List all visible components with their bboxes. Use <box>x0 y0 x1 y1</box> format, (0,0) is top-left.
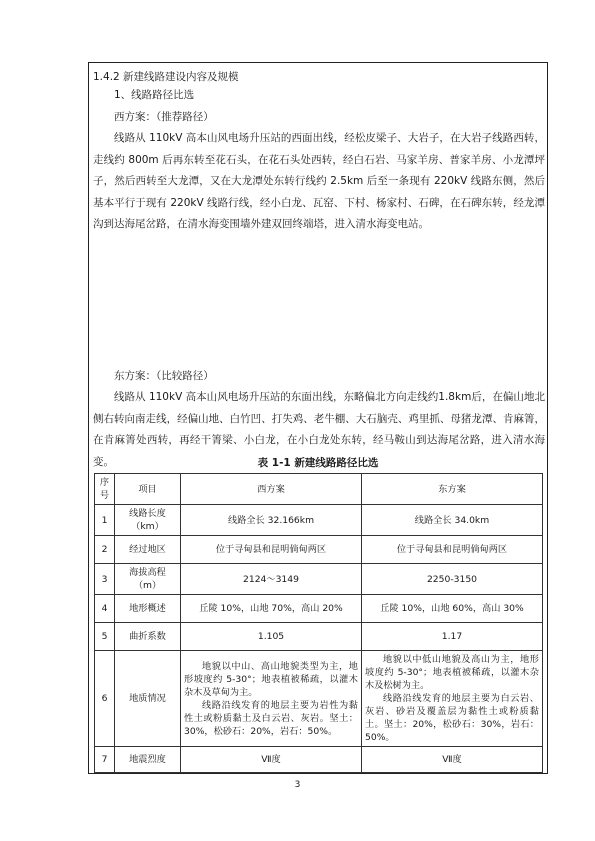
header-east: 东方案 <box>362 474 543 505</box>
row-no: 3 <box>95 564 115 595</box>
row-item: 海拔高程（m） <box>115 564 181 595</box>
table-row <box>95 773 543 775</box>
table-row <box>95 564 543 595</box>
row-east <box>362 651 543 747</box>
table-row <box>95 505 543 536</box>
geology-east-strata: 线路沿线发育的地层主要为白云岩、灰岩、砂岩及覆盖层为黏性土或粉质黏土。坚土：20%，松砂石：30%，岩石：50%。 <box>365 693 539 743</box>
row-west <box>181 651 362 747</box>
row-no: 4 <box>95 595 115 623</box>
west-plan-label: 西方案：（推荐路径） <box>114 111 214 123</box>
row-east: 位于寻甸县和昆明倘甸两区 <box>362 536 543 564</box>
page-number: 3 <box>294 780 301 790</box>
east-plan-text: 线路从 110kV 高本山风电场升压站的东面出线，东略偏北方向走线约1.8km后，在偏山地北侧右转向南走线，经偏山地、白竹凹、打失鸡、老牛棚、大石脑壳、鸡里抓、母猪龙潭、肯麻箐，在肯麻箐处西转，再经干箐梁、小白龙，在小白龙处东转，经马鞍山到达海尾岔路，进入清水海变。 <box>93 391 545 468</box>
header-west: 西方案 <box>181 474 362 505</box>
row-no: 1 <box>95 505 115 536</box>
row-no: 2 <box>95 536 115 564</box>
header-no: 序号 <box>95 474 115 505</box>
row-no: 6 <box>95 651 115 747</box>
row-west: Ⅶ度 <box>181 747 362 773</box>
row-west: 位于寻甸县和昆明倘甸两区 <box>181 536 362 564</box>
east-plan-label: 东方案：（比较路径） <box>114 370 214 382</box>
row-item: 线路长度（km） <box>115 505 181 536</box>
section-heading: 1.4.2 新建线路建设内容及规模 <box>93 71 239 83</box>
geology-west-terrain: 地貌以中山、高山地貌类型为主，地形坡度约 5-30°；地表植被稀疏，以灌木杂木及草甸为主。 <box>184 660 358 698</box>
sub-heading: 1、线路路径比选 <box>114 89 195 101</box>
geology-west-strata: 线路沿线发育的地层主要为岩性为黏性土或粉质黏土及白云岩、灰岩。坚土：30%，松砂石：20%，岩石：50%。 <box>184 699 358 737</box>
row-east: 线路全长 34.0km <box>362 505 543 536</box>
row-east: 1.17 <box>362 623 543 651</box>
header-item: 项目 <box>115 474 181 505</box>
west-plan-text: 线路从 110kV 高本山风电场升压站的西面出线，经松皮梁子、大岩子，在大岩子线路西转，走线约 800m 后再东转至花石头，在花石头处西转，经白石岩、马家羊房、普家羊房、小龙潭坪子，然后西转至大龙潭，又在大龙潭处东转行线约 2.5km 后至一条现有 220kV 线路东侧，然后基本平行于现有 220kV 线路行线，经小白龙、瓦窑、下村、杨家村、石碑，在石碑东转，经龙潭沟到达海尾岔路，在清水海变围墙外建双回终端塔，进入清水海变电站。 <box>93 132 545 230</box>
row-item: 地形概述 <box>115 595 181 623</box>
row-west: 丘陵 10%，山地 70%，高山 20% <box>181 595 362 623</box>
page-frame <box>88 62 548 774</box>
row-no <box>95 773 115 775</box>
row-west: 2124～3149 <box>181 564 362 595</box>
table-row <box>95 747 543 773</box>
route-comparison-table <box>94 473 543 774</box>
row-east: Ⅶ度 <box>362 747 543 773</box>
row-no: 5 <box>95 623 115 651</box>
row-east: 丘陵 10%，山地 60%，高山 30% <box>362 595 543 623</box>
row-item: 曲折系数 <box>115 623 181 651</box>
row-item: 地震烈度 <box>115 747 181 773</box>
table-row <box>95 651 543 747</box>
row-item <box>115 773 181 775</box>
row-item: 经过地区 <box>115 536 181 564</box>
row-item: 地质情况 <box>115 651 181 747</box>
table-header-row <box>95 474 543 505</box>
row-west: 1.105 <box>181 623 362 651</box>
table-row <box>95 595 543 623</box>
row-west: 线路全长 32.166km <box>181 505 362 536</box>
table-row <box>95 623 543 651</box>
geology-east-terrain: 地貌以中低山地貌及高山为主，地形坡度约 5-30°；地表植被稀疏，以灌木杂木及松树为主。 <box>365 654 539 691</box>
row-east: 2250-3150 <box>362 564 543 595</box>
row-east <box>362 773 543 775</box>
row-west <box>181 773 362 775</box>
table-caption: 表 1-1 新建线路路径比选 <box>257 457 379 469</box>
row-no: 7 <box>95 747 115 773</box>
table-row <box>95 536 543 564</box>
